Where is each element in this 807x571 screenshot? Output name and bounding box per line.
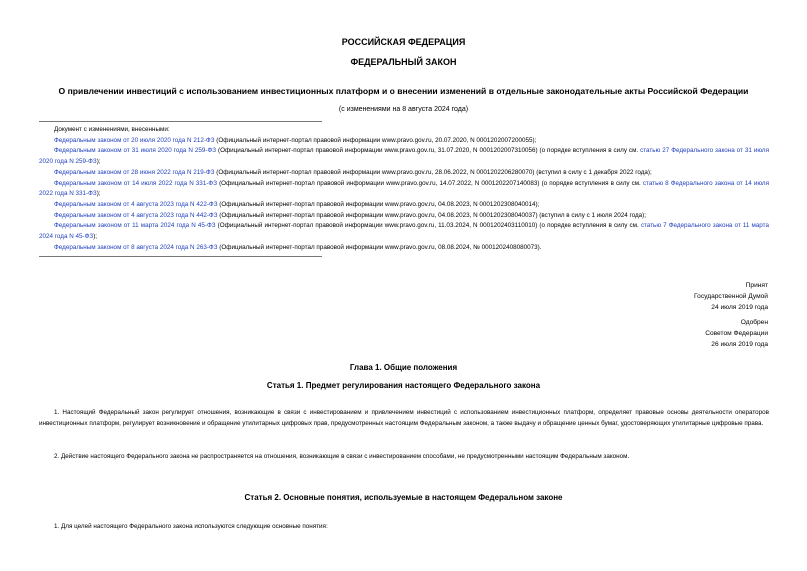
amendment-item: Федеральным законом от 28 июня 2022 года N 219-ФЗ (Официальный интернет-портал правовой информации www.pravo.gov.ru, 28.06.2022, N 0001202206280070) (вступил в силу с 1 декабря 2022 года); xyxy=(54,168,652,176)
approved-date: 26 июля 2019 года xyxy=(711,340,768,348)
amendment-link[interactable]: Федеральным законом от 31 июля 2020 года N 259-ФЗ xyxy=(54,147,217,155)
divider-top xyxy=(39,121,322,122)
amendment-link[interactable]: Федеральным законом от 11 марта 2024 года N 45-ФЗ xyxy=(54,222,216,230)
paragraph: 1. Для целей настоящего Федерального закона используются следующие основные понятия: xyxy=(54,523,328,530)
amendment-item: Федеральным законом от 20 июля 2020 года N 212-ФЗ (Официальный интернет-портал правовой информации www.pravo.gov.ru, 20.07.2020, N 0001202007200055); xyxy=(54,136,537,144)
approved-body: Советом Федерации xyxy=(705,329,768,337)
amendments-intro: Документ с изменениями, внесенными: xyxy=(54,126,170,133)
amendment-item: Федеральным законом от 14 июля 2022 года N 331-ФЗ (Официальный интернет-портал правовой информации www.pravo.gov.ru, 14.07.2022, N 0001202207140083) (о порядке вступления в силу см. статью 8 Федерального закона от 14 июля 2022 года N 331-ФЗ); xyxy=(39,179,770,198)
amendment-item: Федеральным законом от 4 августа 2023 года N 442-ФЗ (Официальный интернет-портал правовой информации www.pravo.gov.ru, 04.08.2023, N 0001202308040037) (вступил в силу с 1 июля 2024 года); xyxy=(54,211,646,219)
paragraph: 2. Действие настоящего Федерального закона не распространяется на отношения, возникающие в связи с инвестированием способами, не предусмотренными настоящим Федеральным законом. xyxy=(54,453,630,460)
article-title: Статья 2. Основные понятия, используемые в настоящем Федеральном законе xyxy=(244,493,563,502)
accepted-body: Государственной Думой xyxy=(694,292,768,300)
chapter-title: Глава 1. Общие положения xyxy=(349,363,458,372)
amendment-item: Федеральным законом от 8 августа 2024 года N 263-ФЗ (Официальный интернет-портал правовой информации www.pravo.gov.ru, 08.08.2024, № 0001202408080073). xyxy=(54,243,542,251)
amendment-link[interactable]: Федеральным законом от 14 июля 2022 года N 331-ФЗ xyxy=(54,179,218,187)
amendment-link[interactable]: Федеральным законом от 28 июня 2022 года N 219-ФЗ xyxy=(54,168,215,176)
approved-label: Одобрен xyxy=(740,318,768,326)
article-link[interactable]: статью 7 Федерального закона от 11 марта 2024 года N 45-ФЗ xyxy=(39,222,769,241)
amendment-item: Федеральным законом от 11 марта 2024 года N 45-ФЗ (Официальный интернет-портал правовой информации www.pravo.gov.ru, 11.03.2024, N 0001202403110010) (о порядке вступления в силу см. статью 7 Федерального закона от 11 марта 2024 года N 45-ФЗ); xyxy=(39,222,769,241)
amendment-item: Федеральным законом от 4 августа 2023 года N 422-ФЗ (Официальный интернет-портал правовой информации www.pravo.gov.ru, 04.08.2023, N 0001202308040014); xyxy=(54,200,540,208)
amendment-link[interactable]: Федеральным законом от 4 августа 2023 года N 442-ФЗ xyxy=(54,211,218,219)
country-heading: РОССИЙСКАЯ ФЕДЕРАЦИЯ xyxy=(341,37,466,47)
paragraph: 1. Настоящий Федеральный закон регулирует отношения, возникающие в связи с инвестированием и привлечением инвестиций с использованием инвестиционных платформ, определяет правовые основы деятельности операторов инвестиционных платформ, регулирует возникновение и обращение утилитарных цифровых прав, предусмотренных настоящим Федеральным законом, а также выдачу и обращение ценных бумаг, удостоверяющих утилитарные цифровые права. xyxy=(39,409,769,427)
law-title: О привлечении инвестиций с использованием инвестиционных платформ и о внесении изменений в отдельные законодательные акты Российской Федерации xyxy=(58,86,749,96)
amendment-link[interactable]: Федеральным законом от 8 августа 2024 года N 263-ФЗ xyxy=(54,243,218,251)
article-link[interactable]: статью 8 Федерального закона от 14 июля 2022 года N 331-ФЗ xyxy=(39,179,770,198)
article-title: Статья 1. Предмет регулирования настоящего Федерального закона xyxy=(266,381,541,390)
accepted-date: 24 июля 2019 года xyxy=(711,303,768,311)
accepted-label: Принят xyxy=(745,282,768,289)
amendments-list xyxy=(39,125,769,253)
amendment-link[interactable]: Федеральным законом от 20 июля 2020 года N 212-ФЗ xyxy=(54,136,215,144)
amendment-link[interactable]: Федеральным законом от 4 августа 2023 года N 422-ФЗ xyxy=(54,200,218,208)
amendment-item: Федеральным законом от 31 июля 2020 года N 259-ФЗ (Официальный интернет-портал правовой информации www.pravo.gov.ru, 31.07.2020, N 0001202007310056) (о порядке вступления в силу см. статью 27 Федерального закона от 31 июля 2020 года N 259-ФЗ); xyxy=(39,147,770,166)
adoption-block xyxy=(568,281,768,350)
article-link[interactable]: статью 27 Федерального закона от 31 июля 2020 года N 259-ФЗ xyxy=(39,147,770,166)
divider-bottom xyxy=(39,256,322,257)
revision-note: (с изменениями на 8 августа 2024 года) xyxy=(338,106,469,113)
law-type-heading: ФЕДЕРАЛЬНЫЙ ЗАКОН xyxy=(350,57,457,67)
